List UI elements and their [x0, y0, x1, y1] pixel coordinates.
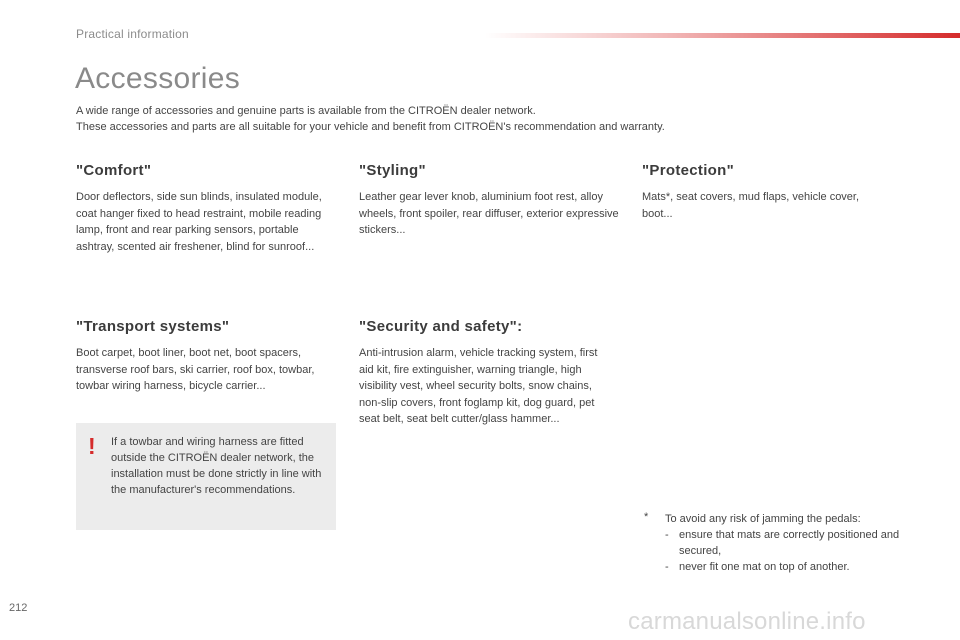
section-protection: [642, 162, 892, 222]
section-styling: [359, 162, 621, 239]
watermark-text: carmanualsonline.info: [628, 608, 866, 635]
page-title: Accessories: [75, 62, 241, 95]
section-styling-body: Leather gear lever knob, aluminium foot rest, alloy wheels, front spoiler, rear diffuser, exterior expressive stickers...: [359, 191, 619, 236]
section-comfort-title: "Comfort": [76, 162, 152, 179]
section-security-safety: [359, 318, 614, 428]
exclamation-warning-icon: !: [88, 433, 96, 459]
header-section-label: Practical information: [76, 27, 189, 41]
intro-line-1: A wide range of accessories and genuine parts is available from the CITROËN dealer network.: [76, 105, 536, 117]
header-accent-bar: [485, 33, 960, 38]
footnote-marker: *: [644, 511, 649, 523]
section-comfort: [76, 162, 338, 255]
section-transport-systems: [76, 318, 338, 395]
intro-text: [76, 103, 896, 135]
footnote-title: To avoid any risk of jamming the pedals:: [665, 513, 861, 525]
intro-line-2: These accessories and parts are all suitable for your vehicle and benefit from CITROËN's recommendation and warranty.: [76, 121, 665, 133]
page-number: 212: [9, 602, 28, 614]
section-styling-title: "Styling": [359, 162, 426, 179]
section-comfort-body: Door deflectors, side sun blinds, insulated module, coat hanger fixed to head restraint, mobile reading lamp, front and rear parking sensors, portable ashtray, scented air freshener, blind for sunroof...: [76, 191, 322, 253]
footnote-list: [644, 527, 914, 575]
section-security-body: Anti-intrusion alarm, vehicle tracking system, first aid kit, fire extinguisher, warning triangle, high visibility vest, wheel security bolts, snow chains, non-slip covers, front foglamp kit, dog guard, pet seat belt, seat belt cutter/glass hammer...: [359, 347, 598, 425]
footnote-dash: -: [665, 561, 669, 573]
footnote-item-text: ensure that mats are correctly positioned and secured,: [679, 529, 900, 557]
section-transport-body: Boot carpet, boot liner, boot net, boot spacers, transverse roof bars, ski carrier, roof box, towbar, towbar wiring harness, bicycle carrier...: [76, 347, 315, 392]
section-transport-title: "Transport systems": [76, 318, 230, 335]
section-protection-body: Mats*, seat covers, mud flaps, vehicle cover, boot...: [642, 191, 860, 220]
footnote-item: [665, 559, 914, 575]
footnote: [644, 511, 914, 575]
footnote-item: [665, 527, 914, 559]
footnote-item-text: never fit one mat on top of another.: [679, 561, 850, 573]
footnote-dash: -: [665, 529, 669, 541]
warning-box: [76, 423, 336, 530]
warning-text: If a towbar and wiring harness are fitted outside the CITROËN dealer network, the installation must be done strictly in line with the manufacturer's recommendations.: [111, 436, 322, 496]
section-security-title: "Security and safety":: [359, 318, 523, 335]
section-protection-title: "Protection": [642, 162, 734, 179]
